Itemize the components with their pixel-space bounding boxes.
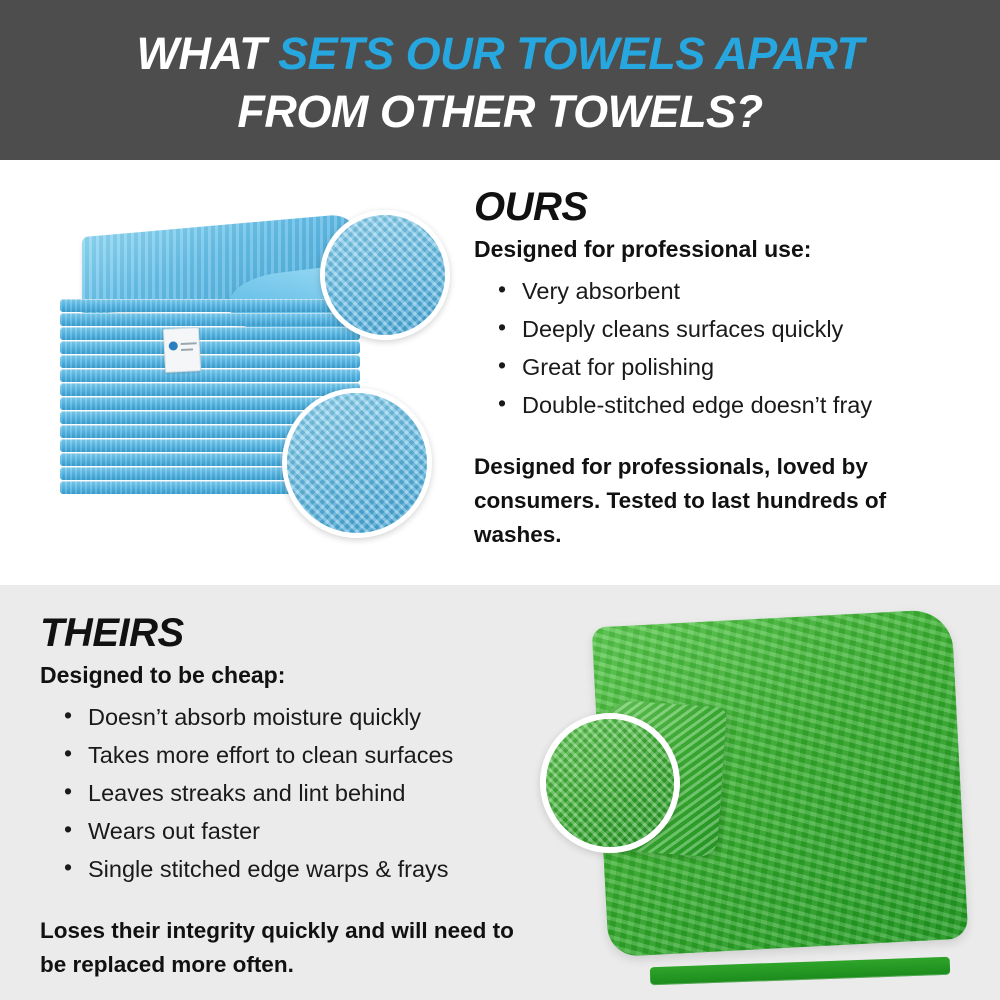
header-line-1 (136, 25, 863, 83)
theirs-closing-text: Loses their integrity quickly and will need to be replaced more often. (40, 918, 514, 978)
header-banner (0, 0, 1000, 160)
header-line-2: FROM OTHER TOWELS? (237, 86, 763, 137)
theirs-text-block (40, 613, 540, 982)
ours-text-block (474, 187, 979, 553)
header-line-1-plain: WHAT (136, 28, 279, 80)
ours-bullet-list (496, 272, 979, 424)
list-item: • Leaves streaks and lint behind (62, 774, 540, 812)
brand-label-tag (163, 327, 201, 373)
ours-section (0, 160, 1000, 585)
green-texture-callout-1 (540, 713, 680, 853)
green-towel-hem (650, 957, 950, 985)
blue-towel-stack-photo (30, 180, 460, 570)
list-item: • Takes more effort to clean surfaces (62, 736, 540, 774)
ours-closing-text: Designed for professionals, loved by consumers. Tested to last hundreds of washes. (474, 454, 887, 548)
theirs-title: THEIRS (40, 611, 184, 655)
list-item: • Great for polishing (496, 348, 979, 386)
theirs-section (0, 585, 1000, 1000)
ours-title: OURS (474, 185, 588, 229)
theirs-bullet-list (62, 698, 540, 888)
theirs-subhead: Designed to be cheap: (40, 662, 286, 688)
blue-texture-callout-2 (282, 388, 432, 538)
list-item: • Double-stitched edge doesn’t fray (496, 386, 979, 424)
ours-subhead: Designed for professional use: (474, 236, 812, 262)
list-item: • Deeply cleans surfaces quickly (496, 310, 979, 348)
list-item: • Wears out faster (62, 812, 540, 850)
list-item: • Single stitched edge warps & frays (62, 850, 540, 888)
brand-logo-icon (169, 341, 178, 350)
list-item: • Very absorbent (496, 272, 979, 310)
blue-texture-callout-1 (320, 210, 450, 340)
green-towel-photo (530, 603, 985, 988)
header-line-1-accent: SETS OUR TOWELS APART (278, 28, 864, 80)
list-item: • Doesn’t absorb moisture quickly (62, 698, 540, 736)
